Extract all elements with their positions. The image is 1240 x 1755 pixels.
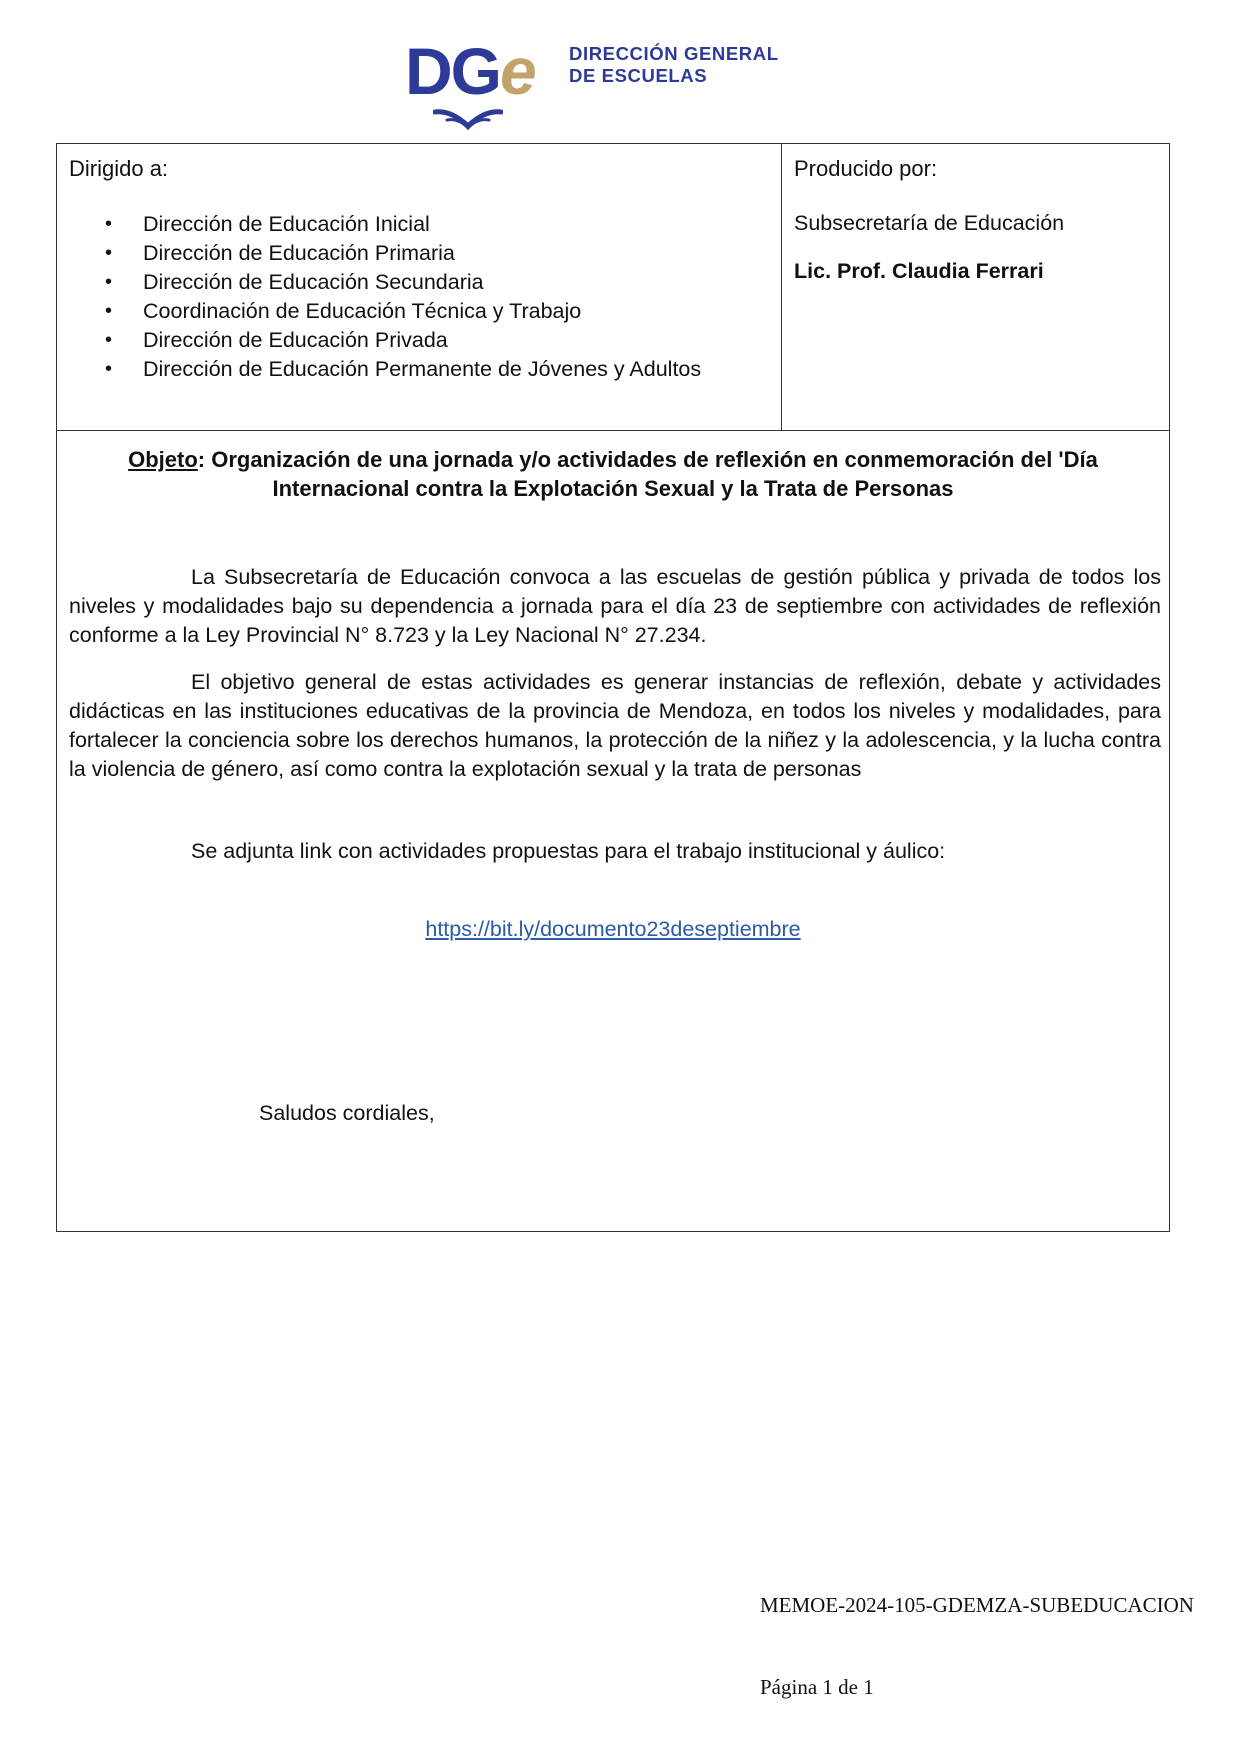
logo-org-line2: DE ESCUELAS — [569, 65, 708, 86]
recipient-item: • Coordinación de Educación Técnica y Trabajo — [143, 297, 771, 326]
logo-letters-dg: DG — [405, 34, 500, 108]
recipient-item: • Dirección de Educación Primaria — [143, 239, 771, 268]
addressed-cell — [57, 144, 782, 431]
memo-body-cell — [57, 431, 1170, 1232]
paragraph-convocation: La Subsecretaría de Educación convoca a las escuelas de gestión pública y privada de todos los niveles y modalidades bajo su dependencia a jornada para el día 23 de septiembre con actividades de reflexión conforme a la Ley Provincial N° 8.723 y la Ley Nacional N° 27.234. — [69, 565, 1161, 647]
logo-letters-e: e — [500, 34, 535, 108]
open-book-icon — [433, 108, 503, 130]
memo-id: MEMOE-2024-105-GDEMZA-SUBEDUCACION — [760, 1593, 1194, 1617]
activities-link[interactable]: https://bit.ly/documento23deseptiembre — [425, 917, 801, 941]
recipient-item: • Dirección de Educación Privada — [143, 326, 771, 355]
page-number: Página 1 de 1 — [760, 1675, 874, 1699]
paragraph-link-intro: Se adjunta link con actividades propuestas para el trabajo institucional y áulico: — [191, 839, 946, 863]
dge-logo-mark — [405, 34, 545, 128]
object-heading — [77, 445, 1149, 503]
recipient-item: • Dirección de Educación Secundaria — [143, 268, 771, 297]
addressed-label: Dirigido a: — [69, 156, 169, 181]
logo-org-name — [569, 43, 779, 87]
recipient-list — [69, 210, 771, 384]
paragraph-objective: El objetivo general de estas actividades es generar instancias de reflexión, debate y actividades didácticas en las instituciones educativas de la provincia de Mendoza, en todos los niveles y modalidades, para fortalecer la conciencia sobre los derechos humanos, la protección de la niñez y la adolescencia, y la lucha contra la violencia de género, así como contra la explotación sexual y la trata de personas — [69, 670, 1161, 781]
producer-label: Producido por: — [794, 156, 938, 181]
object-label: Objeto — [128, 447, 198, 472]
recipient-item: • Dirección de Educación Permanente de Jóvenes y Adultos — [143, 355, 771, 384]
producer-cell — [782, 144, 1170, 431]
recipient-item: • Dirección de Educación Inicial — [143, 210, 771, 239]
memo-table — [56, 143, 1170, 1232]
object-text: : Organización de una jornada y/o actividades de reflexión en conmemoración del 'Día Internacional contra la Explotación Sexual y la Trata de Personas — [197, 447, 1098, 501]
producer-org: Subsecretaría de Educación — [794, 211, 1065, 235]
dge-logo — [405, 34, 779, 128]
logo-org-line1: DIRECCIÓN GENERAL — [569, 43, 779, 64]
producer-name: Lic. Prof. Claudia Ferrari — [794, 259, 1044, 283]
closing-salutation: Saludos cordiales, — [259, 1101, 435, 1125]
